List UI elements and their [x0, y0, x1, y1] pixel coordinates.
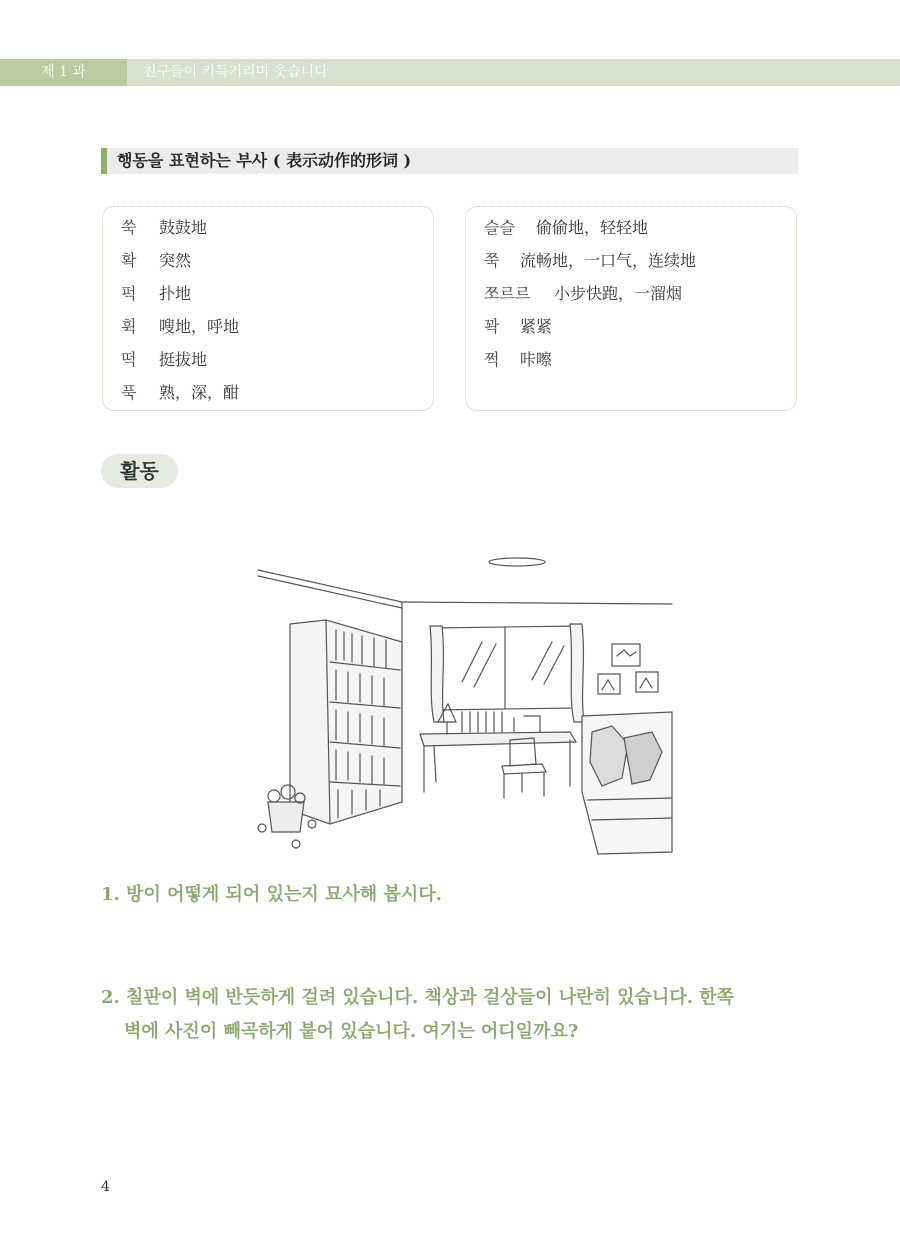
adverb-chinese: 挺拔地 [159, 350, 208, 369]
chapter-header [0, 59, 900, 86]
adverb-item [121, 248, 191, 271]
section-accent-bar [101, 148, 107, 174]
adverb-item [121, 314, 239, 337]
adverb-chinese: 嗖地，呼地 [159, 317, 240, 336]
adverb-item [484, 347, 552, 370]
adverb-item [484, 215, 648, 238]
adverb-item [121, 380, 239, 403]
adverb-korean: 쭉 [484, 251, 500, 270]
adverb-chinese: 流畅地，一口气，连续地 [520, 251, 697, 270]
adverb-korean: 퍽 [121, 284, 137, 303]
adverb-chinese: 紧紧 [520, 317, 553, 336]
adverb-korean: 푹 [121, 383, 137, 402]
adverb-item [121, 281, 191, 304]
page-number: 4 [101, 1179, 110, 1195]
adverb-chinese: 偷偷地，轻轻地 [536, 218, 649, 237]
adverb-chinese: 扑地 [159, 284, 192, 303]
adverb-box-right [465, 206, 797, 411]
question-2-line-1: 2. 칠판이 벽에 반듯하게 걸려 있습니다. 책상과 걸상들이 나란히 있습니다. 한쪽 [101, 987, 735, 1008]
room-illustration [252, 552, 674, 856]
adverb-chinese: 鼓鼓地 [159, 218, 208, 237]
adverb-chinese: 咔嚓 [520, 350, 553, 369]
adverb-chinese: 小步快跑，一溜烟 [554, 284, 683, 303]
lesson-number: 제 1 과 [0, 59, 127, 86]
activity-label: 활동 [101, 454, 178, 488]
adverb-chinese: 熟，深，酣 [159, 383, 240, 402]
adverb-item [484, 281, 682, 304]
question-1: 1. 방이 어떻게 되어 있는지 묘사해 봅시다. [101, 884, 442, 905]
adverb-item [121, 215, 207, 238]
adverb-box-left [102, 206, 434, 411]
adverb-item [484, 248, 696, 271]
adverb-korean: 쩍 [484, 350, 500, 369]
adverb-item [121, 347, 207, 370]
section-title: 행동을 표현하는 부사 ( 表示动作的形词 ) [117, 151, 412, 170]
adverb-korean: 쪼르르 [484, 284, 531, 303]
adverb-item [484, 314, 552, 337]
adverb-korean: 쑥 [121, 218, 137, 237]
question-2-line-2: 벽에 사진이 빼곡하게 붙어 있습니다. 여기는 어디일까요? [124, 1021, 579, 1042]
adverb-korean: 휙 [121, 317, 137, 336]
section-heading [101, 148, 798, 174]
adverb-chinese: 突然 [159, 251, 192, 270]
adverb-korean: 꽉 [484, 317, 500, 336]
adverb-korean: 떡 [121, 350, 137, 369]
adverb-korean: 슬슬 [484, 218, 515, 237]
lesson-title: 친구들이 키득거리며 웃습니다 [143, 64, 328, 80]
adverb-korean: 확 [121, 251, 137, 270]
